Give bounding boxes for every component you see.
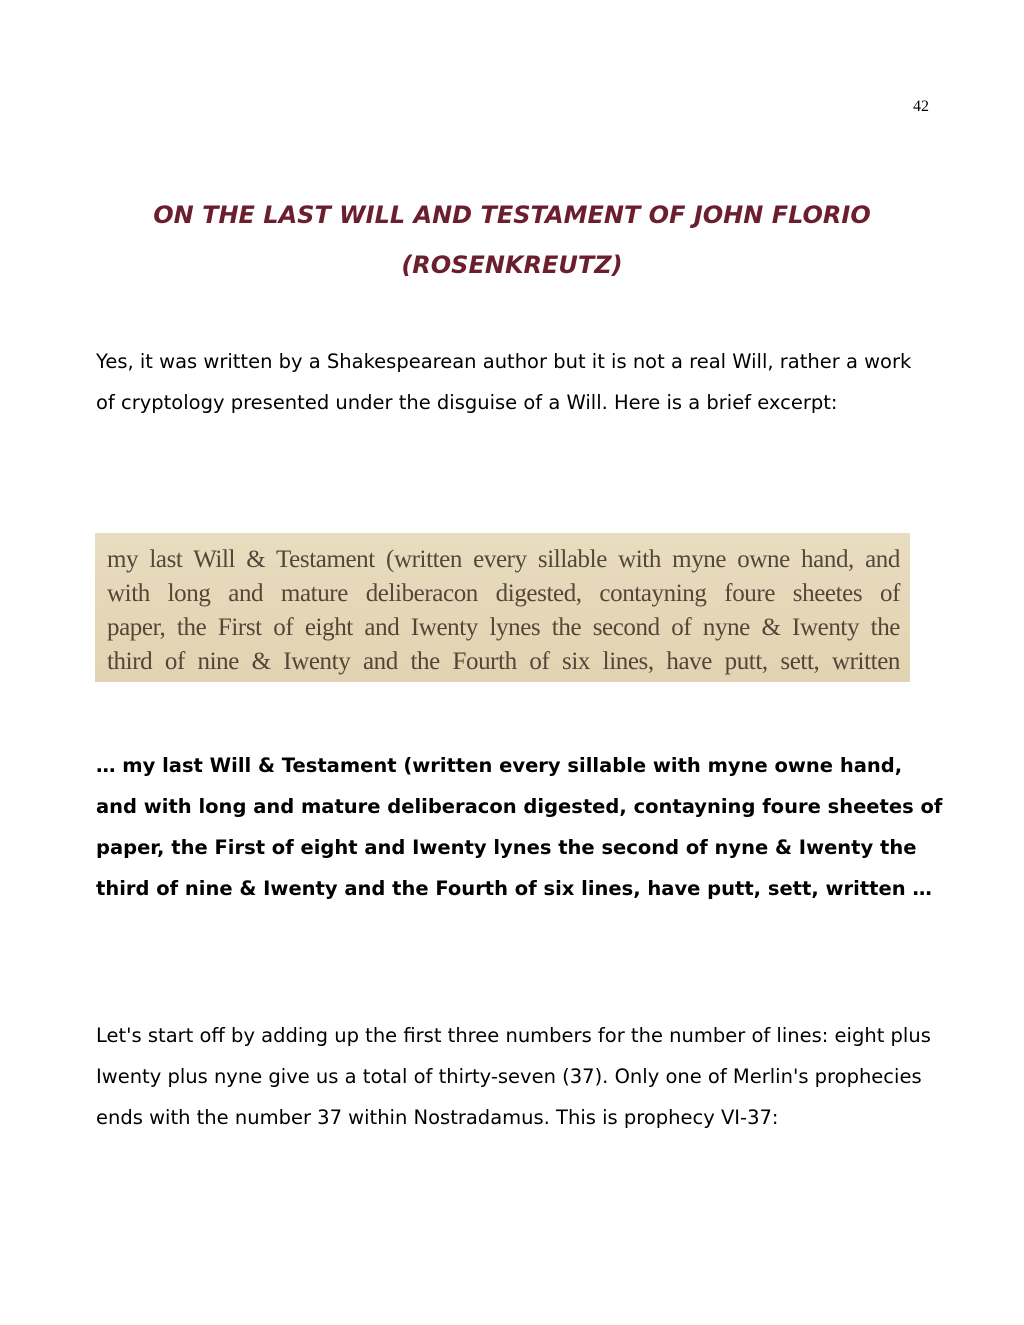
intro-paragraph: Yes, it was written by a Shakespearean author but it is not a real Will, rather a work of cryptology presented under the disguise of a Will. Here is a brief excerpt:: [96, 350, 912, 414]
scan-line: my last Will & Testament (written every sillable with myne owne hand, and: [107, 546, 900, 573]
page-title: ON THE LAST WILL AND TESTAMENT OF JOHN FLORIO (ROSENKREUTZ): [153, 201, 871, 279]
will-excerpt-scan-image: [95, 533, 910, 682]
closing-paragraph: Let's start off by adding up the first three numbers for the number of lines: eight plus Iwenty plus nyne give us a total of thirty-seven (37). Only one of Merlin's prophecies ends with the number 37 within Nostradamus. This is prophecy VI-37:: [96, 1024, 931, 1129]
scan-line: third of nine & Iwenty and the Fourth of six lines, have putt, sett, written: [107, 648, 900, 675]
page-number: 42: [913, 98, 929, 115]
transcribed-quote: … my last Will & Testament (written every sillable with myne owne hand, and with long and mature deliberacon digested, contayning foure sheetes of paper, the First of eight and Iwenty lynes the second of nyne & Iwenty the third of nine & Iwenty and the Fourth of six lines, have putt, sett, written …: [96, 754, 943, 900]
scan-line: with long and mature deliberacon digested, contayning foure sheetes of: [107, 580, 900, 607]
scan-line: paper, the First of eight and Iwenty lynes the second of nyne & Iwenty the: [107, 614, 900, 641]
